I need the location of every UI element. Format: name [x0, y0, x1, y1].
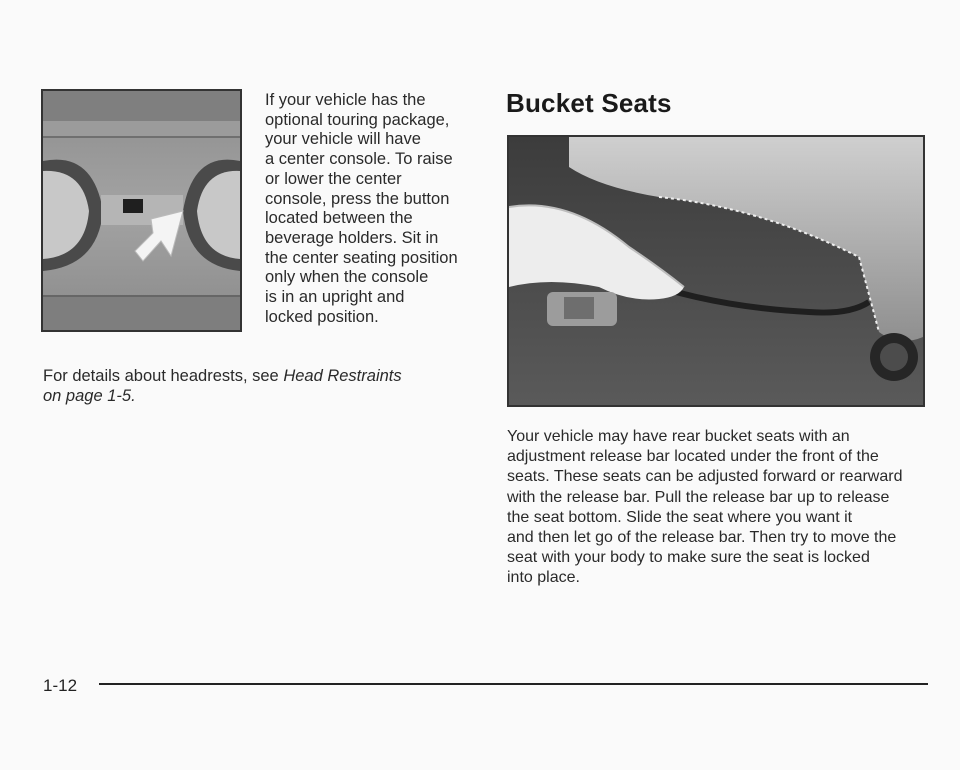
bucket-seat-photo [507, 135, 925, 407]
footer-divider [99, 683, 928, 685]
headrests-reference [43, 366, 443, 406]
center-console-illustration [41, 89, 242, 332]
console-image [43, 91, 240, 330]
bucket-seats-paragraph: Your vehicle may have rear bucket seats with an adjustment release bar located under the front of the seats. These seats can be adjusted forward or rearward with the release bar. Pull the release bar up to release the seat bottom. Slide the seat where you want it and then let go of the release bar. Then try to move the seat with your body to make sure the seat is locked into place. [507, 428, 903, 587]
seat-image [509, 137, 923, 405]
head-restraints-link[interactable]: Head Restraints [283, 367, 402, 385]
console-paragraph: If your vehicle has the optional touring package, your vehicle will have a center console. To raise or lower the center console, press the button located between the beverage holders. Sit in the center seating position only when the console is in an upright and locked position. [265, 91, 458, 326]
headrests-prefix: For details about headrests, see [43, 367, 284, 385]
console-description [265, 91, 475, 327]
head-restraints-page-ref: on page 1-5. [43, 387, 136, 405]
section-title: Bucket Seats [506, 88, 672, 118]
page-number: 1-12 [43, 676, 78, 695]
